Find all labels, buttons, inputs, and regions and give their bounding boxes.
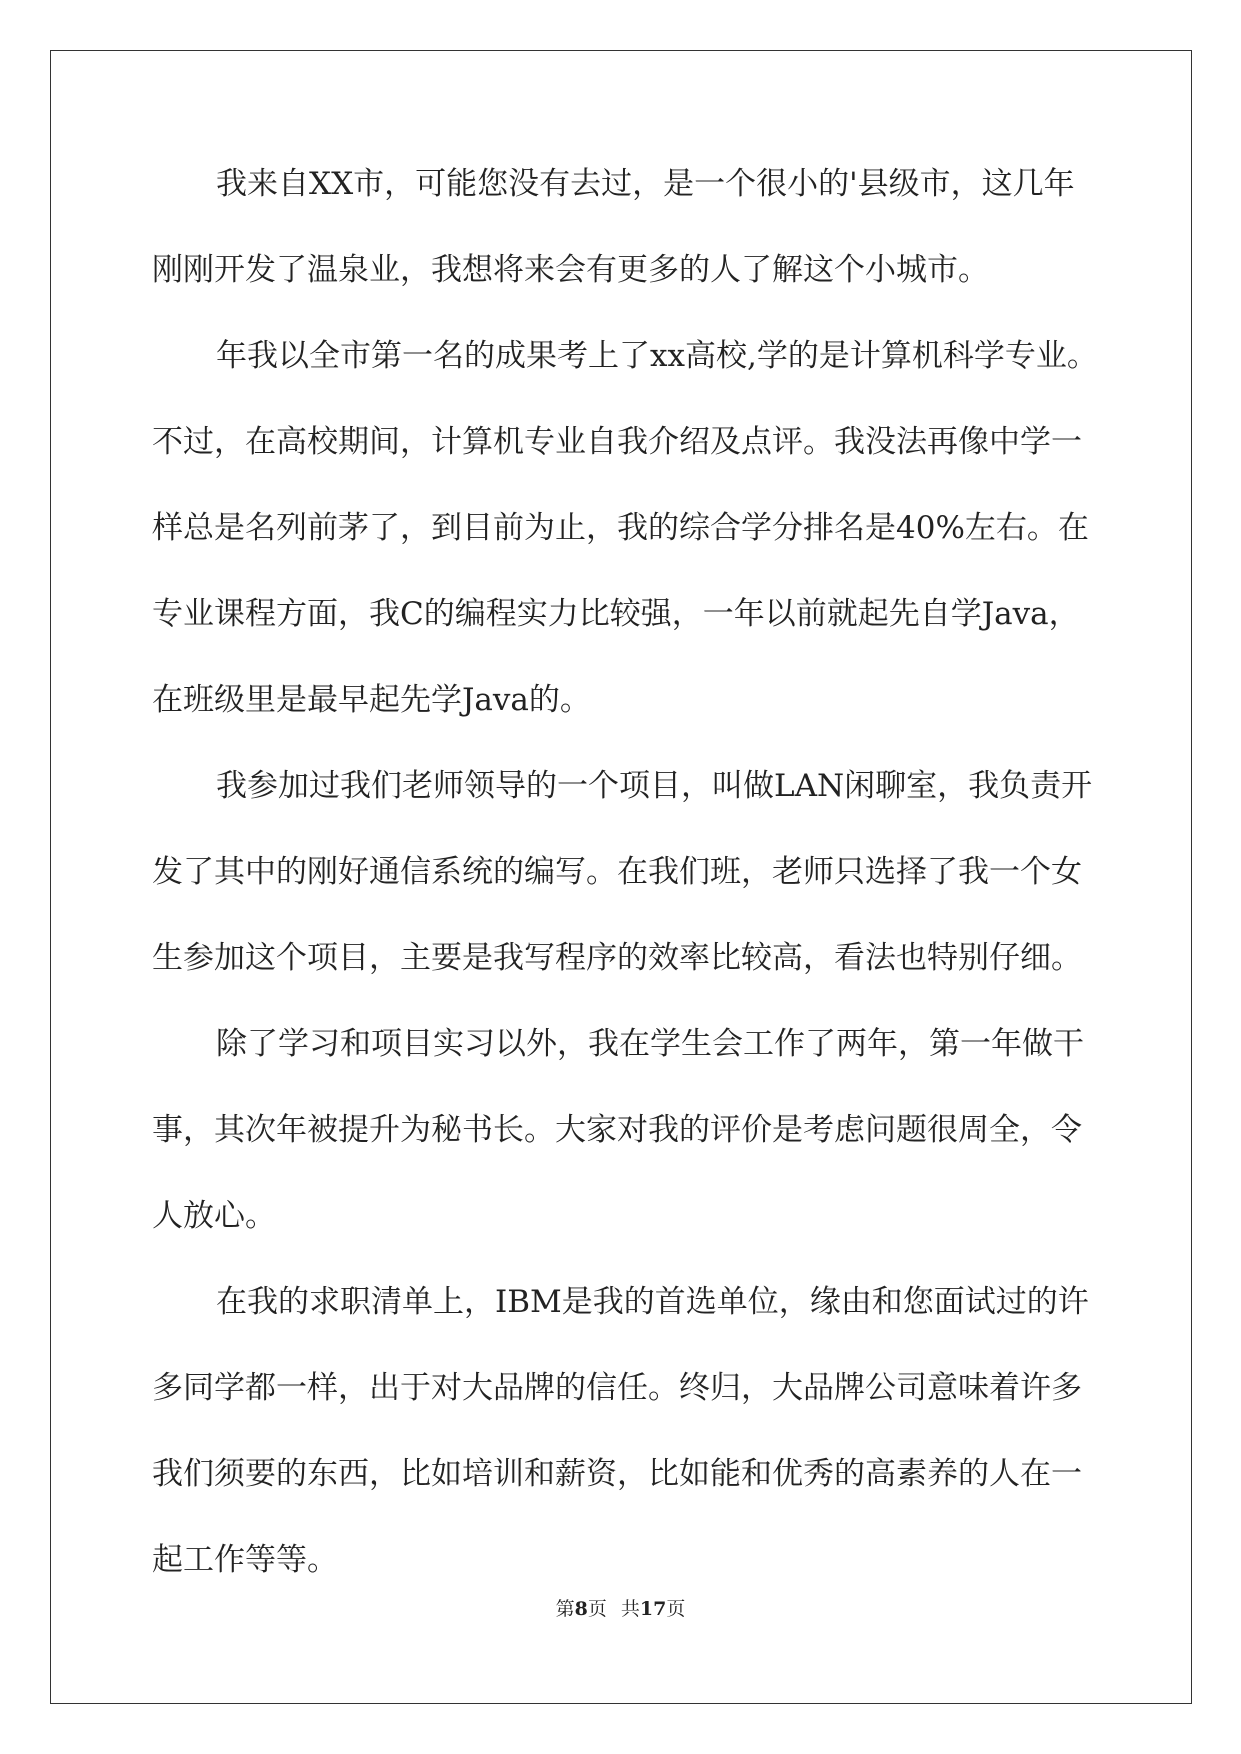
text-line: 发了其中的刚好通信系统的编写。在我们班，老师只选择了我一个女 [152,854,1082,890]
paragraph-job-choice [152,1274,1092,1618]
total-prefix: 共 [620,1598,640,1620]
text-line: 除了学习和项目实习以外，我在学生会工作了两年，第一年做干 [216,1026,1084,1062]
text-line: 我参加过我们老师领导的一个项目，叫做LAN闲聊室，我负责开 [216,768,1093,804]
text-line: 不过，在高校期间，计算机专业自我介绍及点评。我没法再像中学一 [152,424,1082,460]
paragraph-project [152,758,1092,1016]
text-line: 人放心。 [152,1198,276,1234]
text-line: 刚刚开发了温泉业，我想将来会有更多的人了解这个小城市。 [152,252,989,288]
text-line: 多同学都一样，出于对大品牌的信任。终归，大品牌公司意味着许多 [152,1370,1082,1406]
text-line: 起工作等等。 [152,1542,338,1578]
text-line: 生参加这个项目，主要是我写程序的效率比较高，看法也特别仔细。 [152,940,1082,976]
text-line: 在我的求职清单上，IBM是我的首选单位，缘由和您面试过的许 [216,1284,1089,1320]
page-prefix: 第 [555,1598,575,1620]
paragraph-education [152,328,1098,758]
paragraph-student-union [152,1016,1092,1274]
text-line: 在班级里是最早起先学Java的。 [152,682,591,718]
text-line: 我来自XX市，可能您没有去过，是一个很小的'县级市，这几年 [216,166,1075,202]
text-line: 样总是名列前茅了，到目前为止，我的综合学分排名是40%左右。在 [152,510,1089,546]
text-line: 我们须要的东西，比如培训和薪资，比如能和优秀的高素养的人在一 [152,1456,1082,1492]
text-line: 年我以全市第一名的成果考上了xx高校,学的是计算机科学专业。 [216,338,1098,374]
page-number: 8 [574,1598,588,1620]
document-body [152,156,1098,1618]
text-line: 事，其次年被提升为秘书长。大家对我的评价是考虑问题很周全，令 [152,1112,1082,1148]
total-pages: 17 [639,1598,667,1620]
total-suffix: 页 [666,1598,686,1620]
text-line: 专业课程方面，我C的编程实力比较强，一年以前就起先自学Java， [152,596,1080,632]
page-footer [0,1594,1241,1621]
paragraph-hometown [152,156,1092,328]
page-suffix: 页 [587,1598,607,1620]
